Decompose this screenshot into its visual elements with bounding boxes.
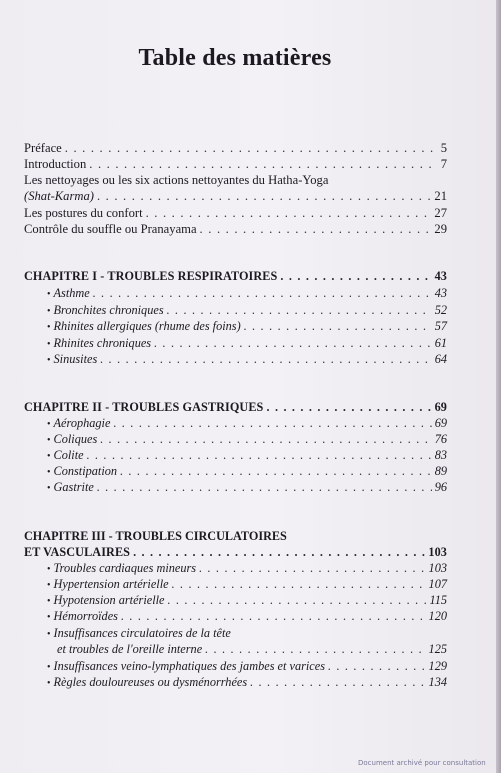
toc-entry-label: Rhinites chroniques [53, 336, 152, 350]
dot-leader [244, 318, 432, 334]
toc-page-number: 96 [434, 480, 447, 494]
dot-leader [133, 544, 425, 560]
toc-chapter-2[interactable] [24, 399, 447, 415]
toc-page-number: 76 [434, 432, 447, 446]
toc-page-number: 115 [429, 593, 447, 607]
toc-subentry[interactable] [47, 674, 447, 692]
toc-entry-label: Préface [24, 141, 62, 155]
bullet-icon: • [47, 289, 51, 300]
toc-entry-preface[interactable] [24, 140, 447, 156]
toc-page-number: 64 [434, 352, 447, 366]
bullet-icon: • [47, 629, 51, 640]
toc-chapter-1[interactable] [24, 268, 447, 284]
chapter-title: ET VASCULAIRES [24, 545, 131, 559]
chapter-title: CHAPITRE II - TROUBLES GASTRIQUES [24, 400, 264, 414]
dot-leader [120, 463, 432, 479]
bullet-icon: • [47, 306, 51, 317]
toc-page-number: 103 [428, 561, 447, 575]
toc-page-number: 21 [434, 189, 447, 203]
dot-leader [172, 576, 426, 592]
dot-leader [199, 560, 425, 576]
toc-entry-label: Hypotension artérielle [53, 593, 165, 607]
dot-leader [250, 674, 425, 690]
bullet-icon: • [47, 339, 51, 350]
toc-page-number: 134 [428, 675, 447, 689]
toc-page-number: 107 [428, 577, 447, 591]
bullet-icon: • [47, 355, 51, 366]
toc-page-number: 83 [434, 448, 447, 462]
toc-entry-label: Règles douloureuses ou dysménorrhées [53, 675, 248, 689]
toc-subentry[interactable] [47, 608, 447, 626]
dot-leader [328, 658, 426, 674]
toc-page-number: 103 [428, 545, 447, 559]
toc-entry-introduction[interactable] [24, 156, 447, 172]
bullet-icon: • [47, 435, 51, 446]
dot-leader [97, 188, 431, 204]
dot-leader [100, 431, 431, 447]
dot-leader [167, 302, 432, 318]
dot-leader [87, 447, 432, 463]
toc-entry-label: Insuffisances circulatoires de la tête [53, 626, 231, 640]
toc-page-number: 29 [434, 222, 447, 236]
bullet-icon: • [47, 483, 51, 494]
toc-entry-label: Bronchites chroniques [53, 303, 164, 317]
toc-entry-controle[interactable] [24, 221, 447, 237]
dot-leader [113, 415, 431, 431]
dot-leader [280, 268, 431, 284]
toc-entry-label: Colite [53, 448, 84, 462]
toc-entry-label: Insuffisances veino-lymphatiques des jambes et varices [53, 659, 326, 673]
toc-page-number: 125 [428, 642, 447, 656]
toc-page-number: 52 [434, 303, 447, 317]
toc-page-number: 69 [434, 400, 447, 414]
toc-page-number: 69 [434, 416, 447, 430]
toc-entry-label: Gastrite [53, 480, 94, 494]
dot-leader [89, 156, 437, 172]
toc-subentry[interactable] [57, 641, 447, 657]
toc-subentry[interactable] [47, 285, 447, 303]
toc-chapter-3[interactable] [24, 544, 447, 560]
bullet-icon: • [47, 580, 51, 591]
bullet-icon: • [47, 564, 51, 575]
toc-page-number: 61 [434, 336, 447, 350]
bullet-icon: • [47, 612, 51, 623]
dot-leader [65, 140, 438, 156]
dot-leader [266, 399, 431, 415]
toc-entry-label: Troubles cardiaques mineurs [53, 561, 197, 575]
toc-page-number: 7 [440, 157, 447, 171]
dot-leader [146, 205, 432, 221]
toc-page-number: 57 [434, 319, 447, 333]
toc-entry-postures[interactable] [24, 205, 447, 221]
bullet-icon: • [47, 596, 51, 607]
dot-leader [200, 221, 432, 237]
toc-page-number: 43 [434, 269, 447, 283]
toc-entry-label: Introduction [24, 157, 87, 171]
toc-subentry[interactable] [47, 351, 447, 369]
toc-entry-label: Constipation [53, 464, 118, 478]
dot-leader [121, 608, 426, 624]
toc-page-number: 5 [440, 141, 447, 155]
toc-entry-label: Sinusites [53, 352, 98, 366]
dot-leader [97, 479, 432, 495]
dot-leader [93, 285, 432, 301]
bullet-icon: • [47, 678, 51, 689]
toc-entry-label: Aérophagie [53, 416, 111, 430]
chapter-title[interactable]: CHAPITRE III - TROUBLES CIRCULATOIRES [24, 529, 287, 543]
toc-entry-label: (Shat-Karma) [24, 189, 94, 203]
dot-leader [154, 335, 432, 351]
toc-entry-nettoyages[interactable] [24, 188, 447, 204]
toc-page-number: 27 [434, 206, 447, 220]
toc-entry-label[interactable]: Les nettoyages ou les six actions nettoyantes du Hatha-Yoga [24, 173, 329, 187]
toc-entry-label: Hémorroïdes [53, 609, 118, 623]
toc-entry-label: Asthme [53, 286, 90, 300]
toc-entry-label: Contrôle du souffle ou Pranayama [24, 222, 197, 236]
toc-entry-label: Hypertension artérielle [53, 577, 169, 591]
dot-leader [168, 592, 427, 608]
toc-subentry[interactable] [47, 318, 447, 336]
bullet-icon: • [47, 467, 51, 478]
book-spine [496, 0, 501, 773]
toc-entry-label: Les postures du confort [24, 206, 143, 220]
bullet-icon: • [47, 451, 51, 462]
dot-leader [205, 641, 425, 657]
toc-entry-label: Rhinites allergiques (rhume des foins) [53, 319, 241, 333]
toc-entry-label: Coliques [53, 432, 98, 446]
toc-page-number: 43 [434, 286, 447, 300]
bullet-icon: • [47, 322, 51, 333]
toc-page-number: 89 [434, 464, 447, 478]
bullet-icon: • [47, 419, 51, 430]
dot-leader [100, 351, 431, 367]
toc-entry-label: et troubles de l'oreille interne [57, 642, 203, 656]
toc-page-number: 120 [428, 609, 447, 623]
toc-page-number: 129 [428, 659, 447, 673]
bullet-icon: • [47, 662, 51, 673]
watermark-text: Document archivé pour consultation [358, 759, 486, 767]
toc-subentry[interactable] [47, 479, 447, 497]
chapter-title: CHAPITRE I - TROUBLES RESPIRATOIRES [24, 269, 278, 283]
page-title: Table des matières [138, 45, 332, 71]
